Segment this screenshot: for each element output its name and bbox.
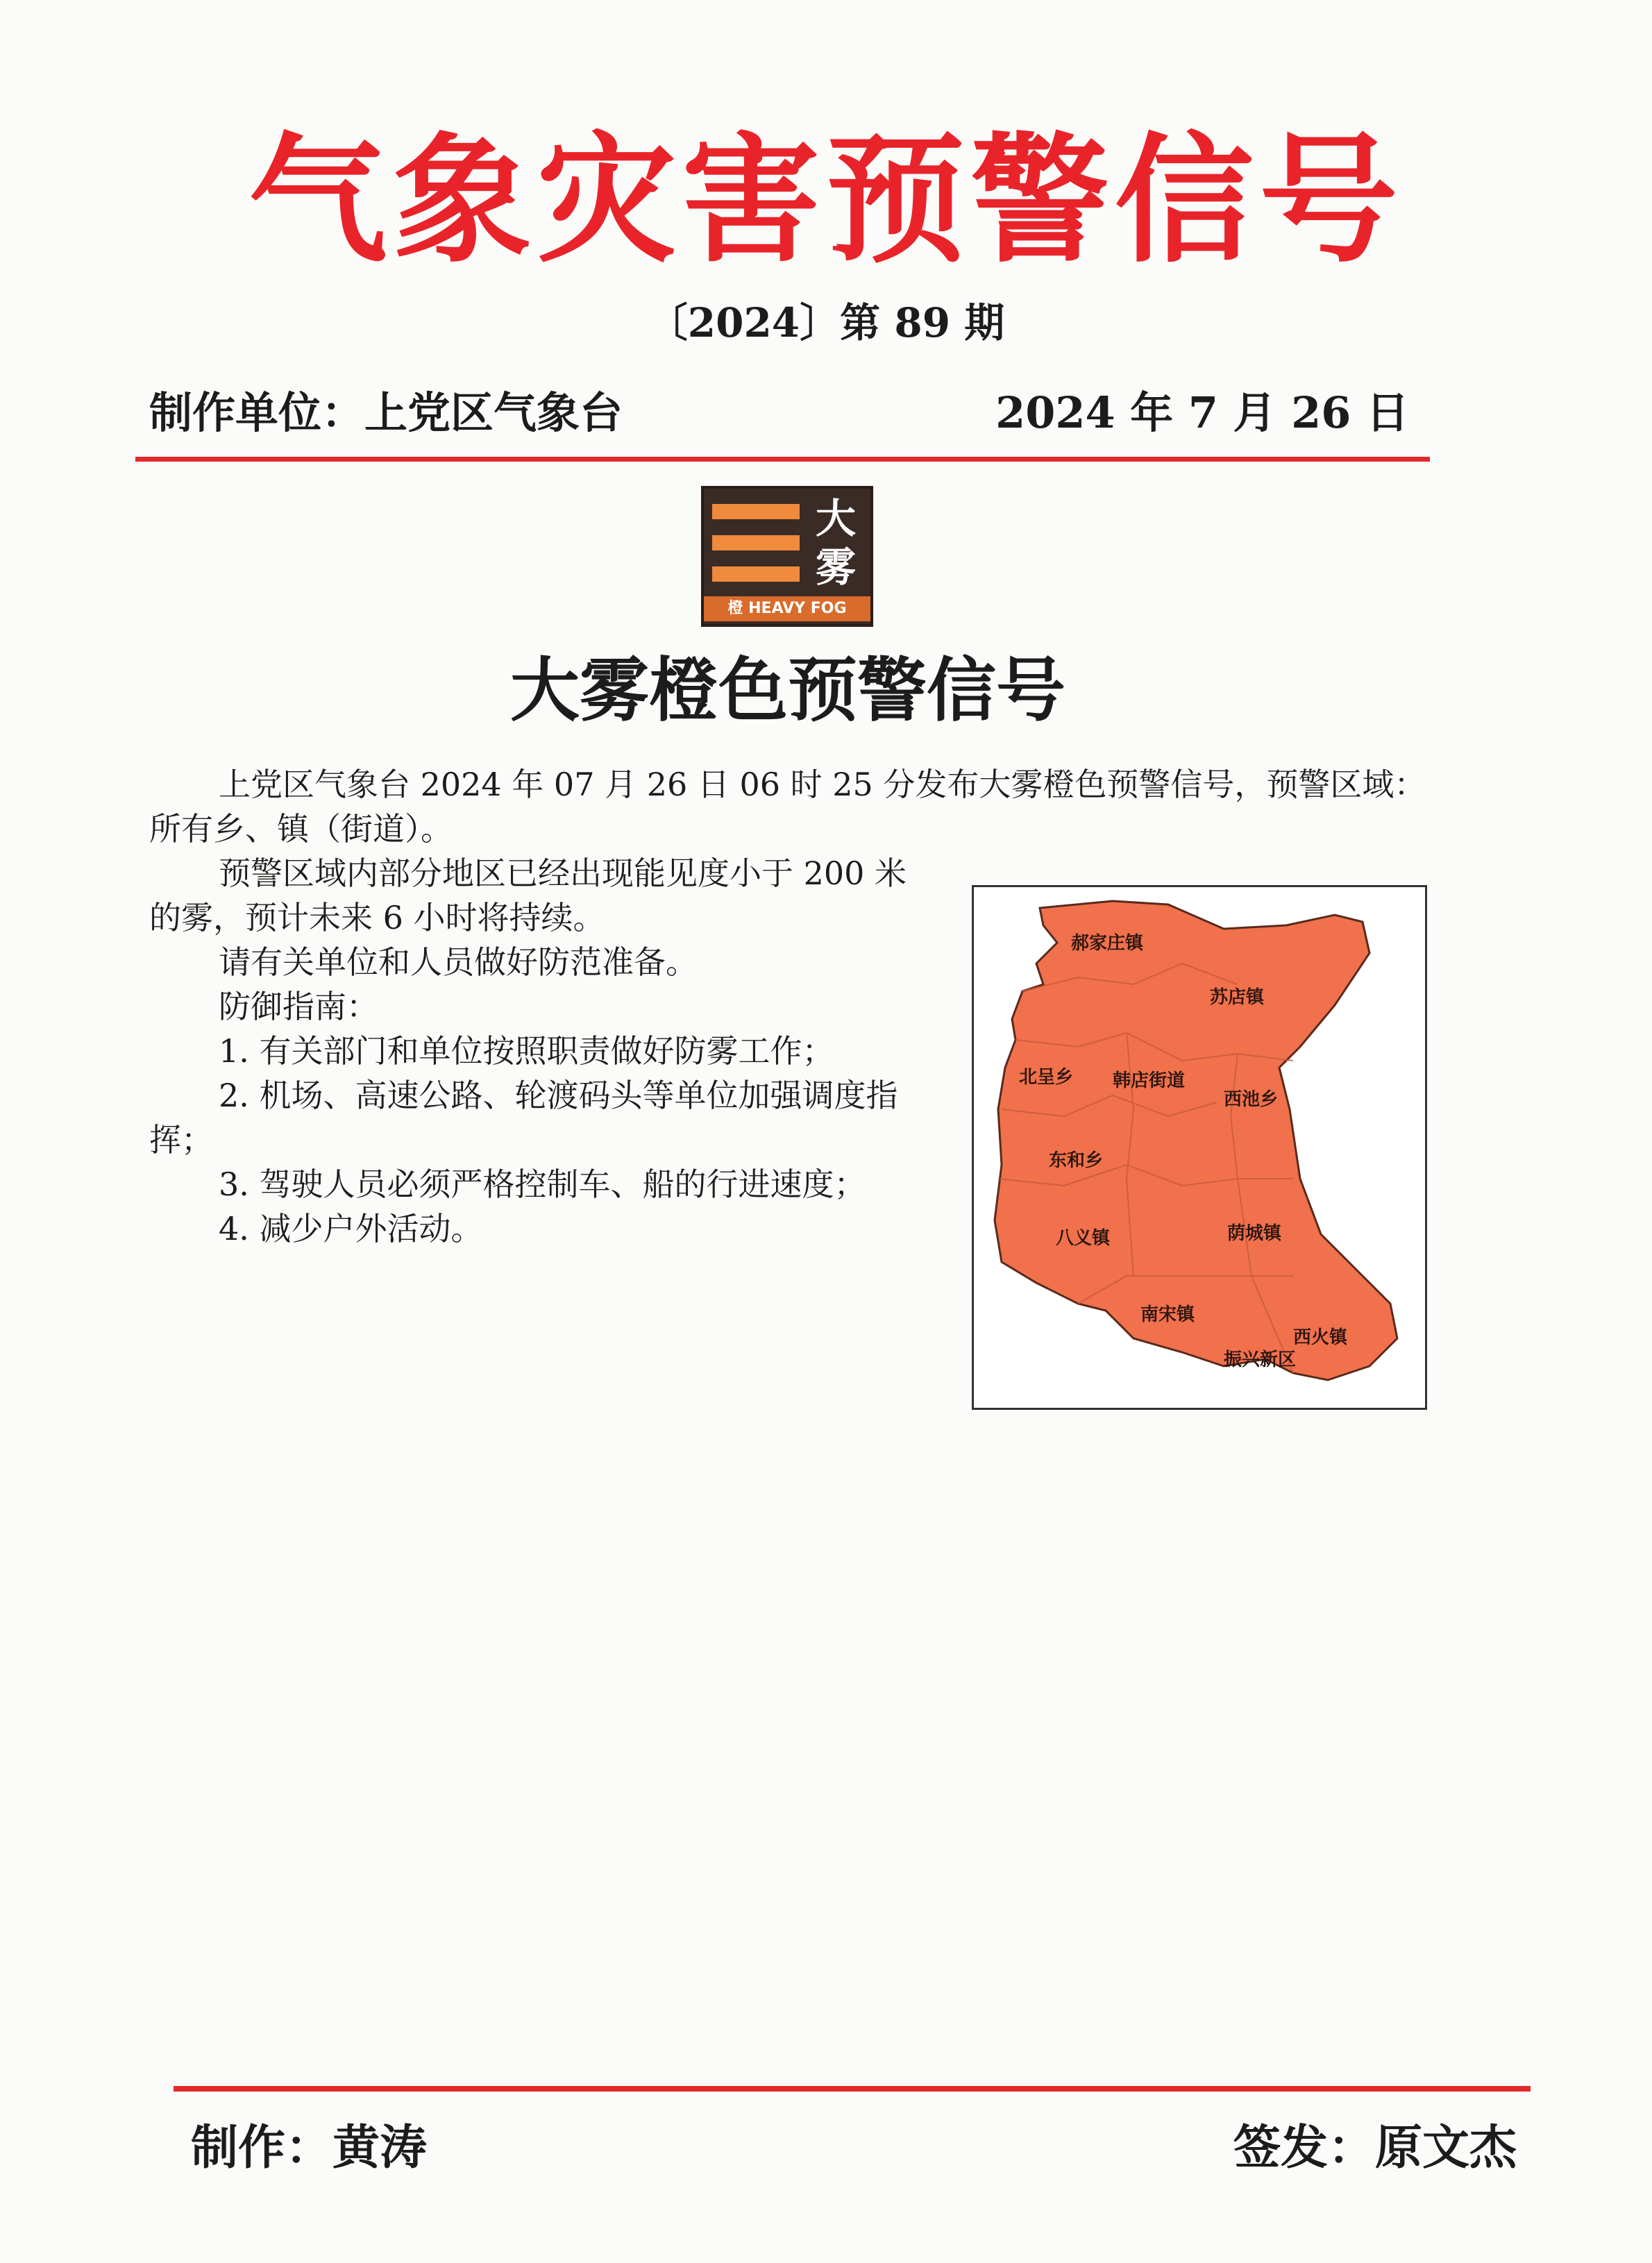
- town-label: 八义镇: [1056, 1228, 1111, 1249]
- top-red-rule: [135, 457, 1430, 462]
- signal-char-fog: 雾: [815, 544, 856, 591]
- guide-item-3: 3. 驾驶人员必须严格控制车、船的行进速度；: [219, 1166, 866, 1203]
- paragraph-3: 请有关单位和人员做好防范准备。: [219, 943, 698, 981]
- issue-date: 2024 年 7 月 26 日: [995, 387, 1409, 438]
- town-label: 郝家庄镇: [1071, 933, 1144, 954]
- town-label: 西池乡: [1224, 1089, 1279, 1110]
- guide-item-2-line-2: 挥；: [149, 1121, 213, 1159]
- guide-item-4: 4. 减少户外活动。: [219, 1210, 483, 1247]
- issuing-unit: 制作单位：上党区气象台: [149, 387, 623, 438]
- paragraph-2-line-2: 的雾，预计未来 6 小时将持续。: [149, 899, 605, 936]
- town-label: 荫城镇: [1227, 1223, 1282, 1244]
- issuer-signature: 签发：原文杰: [1233, 2121, 1517, 2176]
- signal-heading: 大雾橙色预警信号: [510, 650, 1065, 731]
- town-label: 东和乡: [1049, 1150, 1104, 1171]
- town-label: 北呈乡: [1019, 1067, 1074, 1088]
- town-label: 南宋镇: [1140, 1304, 1195, 1325]
- paragraph-2-line-1: 预警区域内部分地区已经出现能见度小于 200 米: [219, 855, 907, 892]
- town-label: 韩店街道: [1113, 1070, 1186, 1091]
- bottom-red-rule: [174, 2086, 1531, 2092]
- town-label: 振兴新区: [1224, 1349, 1297, 1370]
- town-label: 苏店镇: [1210, 987, 1265, 1008]
- maker-signature: 制作：黄涛: [191, 2121, 428, 2176]
- paragraph-1-line-1: 上党区气象台 2024 年 07 月 26 日 06 时 25 分发布大雾橙色预警信号，预警区域：: [219, 766, 1426, 803]
- signal-char-big: 大: [815, 495, 856, 542]
- issue-number: 〔2024〕第 89 期: [647, 299, 1005, 346]
- fog-bars-icon: [712, 497, 800, 594]
- warning-area-map: [972, 885, 1427, 1410]
- paragraph-1-line-2: 所有乡、镇（街道）。: [149, 810, 453, 848]
- guide-item-2-line-1: 2. 机场、高速公路、轮渡码头等单位加强调度指: [219, 1077, 898, 1114]
- district-map-shape: [974, 887, 1425, 1408]
- heavy-fog-signal-icon: [701, 486, 873, 627]
- guide-item-1: 1. 有关部门和单位按照职责做好防雾工作；: [219, 1032, 834, 1070]
- document-title: 气象灾害预警信号: [248, 120, 1404, 282]
- town-label: 西火镇: [1293, 1327, 1348, 1348]
- guide-title: 防御指南：: [219, 988, 378, 1025]
- signal-label: 橙 HEAVY FOG: [704, 596, 870, 621]
